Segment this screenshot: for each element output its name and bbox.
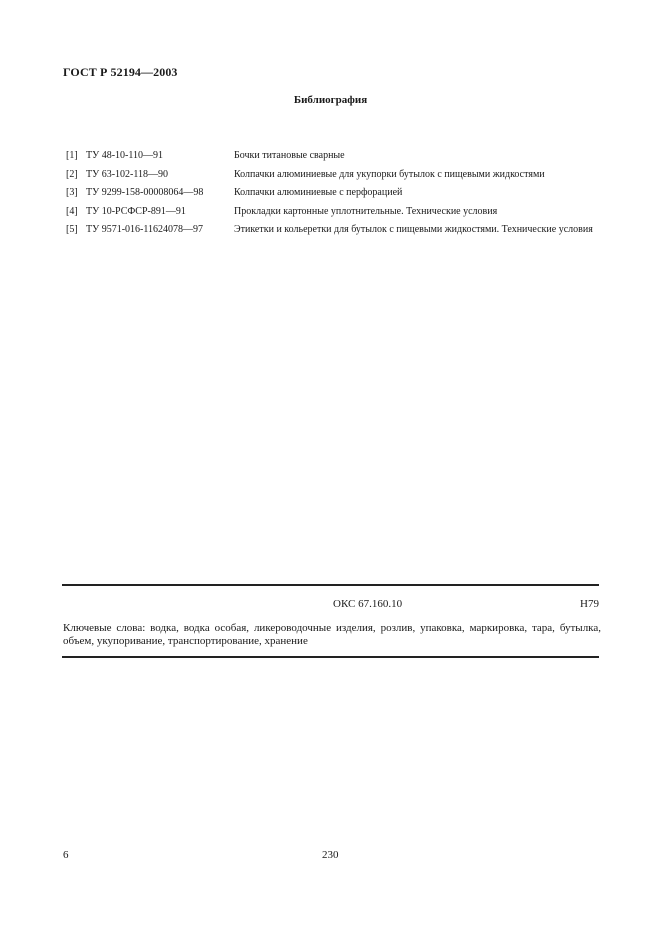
bibliography-title: Бочки титановые сварные [234,150,345,161]
bibliography-list [66,150,606,243]
bibliography-item [66,224,606,236]
bibliography-item [66,150,606,162]
divider-bottom [62,656,599,658]
sheet-number: 230 [322,849,339,861]
bibliography-title: Колпачки алюминиевые с перфорацией [234,187,403,198]
standard-code: ГОСТ Р 52194—2003 [63,65,178,79]
classification-code: Н79 [580,598,599,610]
bibliography-number: [4] [66,205,78,217]
bibliography-item [66,187,606,199]
bibliography-code: ТУ 9299-158-00008064—98 [86,187,204,198]
page-number: 6 [63,849,69,861]
bibliography-number: [2] [66,168,78,180]
oks-code: ОКС 67.160.10 [333,598,403,610]
section-title-text: Библиография [293,94,368,106]
bibliography-code: ТУ 63-102-118—90 [86,168,168,180]
bibliography-code: ТУ 9571-016-11624078—97 [86,224,203,235]
bibliography-code: ТУ 48-10-110—91 [86,150,163,161]
bibliography-number: [5] [66,224,78,235]
keywords: Ключевые слова: водка, водка особая, ликероводочные изделия, розлив, упаковка, маркировка, тара, бутылка, объем, укупоривание, транспортирование, хранение [63,622,601,647]
bibliography-title: Колпачки алюминиевые для укупорки бутылок с пищевыми жидкостями [234,168,545,180]
bibliography-number: [3] [66,187,78,198]
bibliography-number: [1] [66,150,78,161]
bibliography-code: ТУ 10-РСФСР-891—91 [86,205,186,217]
divider-top [62,584,599,586]
bibliography-item [66,206,606,218]
section-title [0,94,661,106]
bibliography-title: Этикетки и кольеретки для бутылок с пищевыми жидкостями. Технические условия [234,224,593,235]
bibliography-title: Прокладки картонные уплотнительные. Технические условия [234,205,498,217]
bibliography-item [66,169,606,181]
